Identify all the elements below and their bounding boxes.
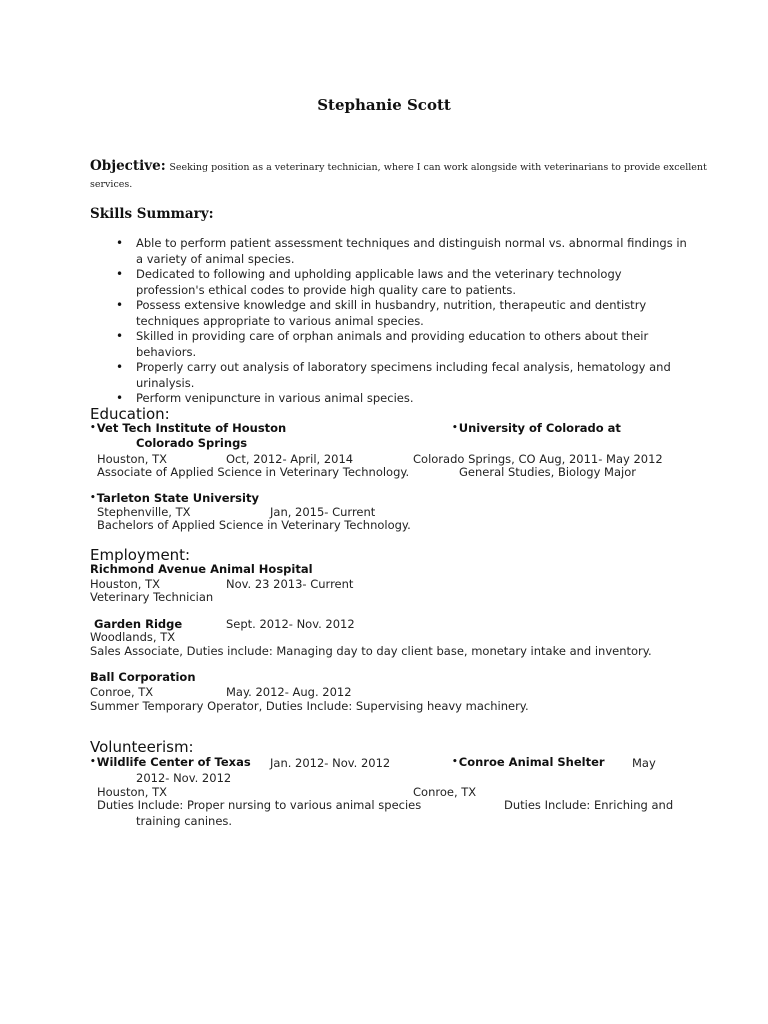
skills-heading: Skills Summary: (90, 206, 214, 222)
job1-location: Houston, TX (90, 577, 161, 591)
volunteer-org2-dates-part1: May (632, 756, 656, 770)
volunteer-org2-location: Conroe, TX (413, 785, 477, 799)
job1-employer: Richmond Avenue Animal Hospital (90, 562, 313, 576)
objective-text-line1: Seeking position as a veterinary technician, where I can work alongside with veterinarians to provide excellent (169, 162, 707, 173)
objective-line (90, 158, 707, 174)
volunteerism-heading: Volunteerism: (90, 738, 194, 756)
education-school1-dates: Oct, 2012- April, 2014 (226, 452, 354, 466)
education-school1-name: •Vet Tech Institute of Houston (90, 421, 287, 435)
job3-employer: Ball Corporation (90, 670, 196, 684)
education-school3-dates: Jan, 2015- Current (270, 505, 376, 519)
job3-description: Summer Temporary Operator, Duties Include: Supervising heavy machinery. (90, 699, 529, 713)
skill-item: • Perform venipuncture in various animal species. (118, 391, 698, 407)
skill-item: • Dedicated to following and upholding applicable laws and the veterinary technology profession's ethical codes to provide high quality care to patients. (118, 267, 698, 298)
skill-item: • Possess extensive knowledge and skill in husbandry, nutrition, therapeutic and dentistry techniques appropriate to various animal species. (118, 298, 698, 329)
education-school1-location: Houston, TX (97, 452, 168, 466)
job2-description: Sales Associate, Duties include: Managing day to day client base, monetary intake and inventory. (90, 644, 652, 658)
education-school3-name: •Tarleton State University (90, 491, 259, 505)
volunteer-org2-duties-line2: training canines. (136, 814, 233, 828)
volunteer-org1-dates: Jan. 2012- Nov. 2012 (270, 756, 391, 770)
education-school2-location-dates: Colorado Springs, CO Aug, 2011- May 2012 (413, 452, 663, 466)
skill-item: • Able to perform patient assessment techniques and distinguish normal vs. abnormal findings in a variety of animal species. (118, 236, 698, 267)
skill-item: • Skilled in providing care of orphan animals and providing education to others about their behaviors. (118, 329, 698, 360)
skill-item: • Properly carry out analysis of laboratory specimens including fecal analysis, hematology and urinalysis. (118, 360, 698, 391)
volunteer-org2-duties-line1: Duties Include: Enriching and (504, 798, 674, 812)
job1-description: Veterinary Technician (90, 590, 214, 604)
skills-list (118, 236, 698, 407)
resume-name: Stephanie Scott (317, 96, 451, 114)
education-school3-location: Stephenville, TX (97, 505, 191, 519)
volunteer-org2-name: •Conroe Animal Shelter (452, 755, 605, 769)
job3-dates: May. 2012- Aug. 2012 (226, 685, 352, 699)
education-school2-degree: General Studies, Biology Major (459, 465, 636, 479)
objective-label: Objective: (90, 158, 166, 174)
education-school2-name-line2: Colorado Springs (136, 436, 248, 450)
education-school1-degree: Associate of Applied Science in Veterinary Technology. (97, 465, 410, 479)
employment-heading: Employment: (90, 546, 191, 564)
job2-dates: Sept. 2012- Nov. 2012 (226, 617, 355, 631)
job1-dates: Nov. 23 2013- Current (226, 577, 354, 591)
education-heading: Education: (90, 405, 170, 423)
volunteer-org1-name: •Wildlife Center of Texas (90, 755, 251, 769)
volunteer-org2-dates-part2: 2012- Nov. 2012 (136, 771, 232, 785)
job2-employer: Garden Ridge (94, 617, 183, 631)
objective-text-line2: services. (90, 179, 133, 190)
education-school3-degree: Bachelors of Applied Science in Veterinary Technology. (97, 518, 411, 532)
job2-location: Woodlands, TX (90, 630, 176, 644)
job3-location: Conroe, TX (90, 685, 154, 699)
volunteer-org1-location: Houston, TX (97, 785, 168, 799)
education-school2-name-line1: •University of Colorado at (452, 421, 621, 435)
volunteer-org1-duties: Duties Include: Proper nursing to various animal species (97, 798, 422, 812)
